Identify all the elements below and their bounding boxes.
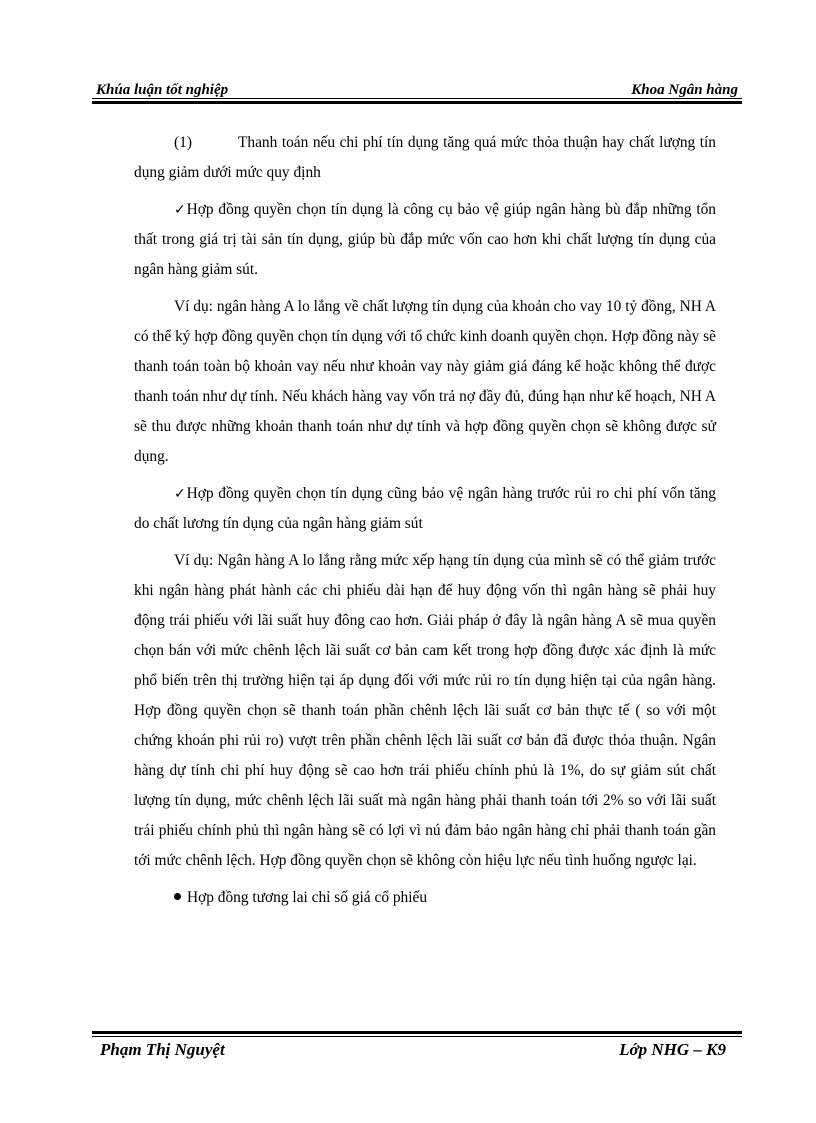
item-text: Thanh toán nếu chi phí tín dụng tăng quá mức thỏa thuận hay chất lượng tín dụng giảm dưới mức quy định [134,134,716,181]
document-body [134,128,716,920]
paragraph-text: Hợp đồng quyền chọn tín dụng là công cụ bảo vệ giúp ngân hàng bù đắp những tổn thất trong giá trị tài sản tín dụng, giúp bù đắp mức vốn cao hơn khi chất lượng tín dụng của ngân hàng giảm sút. [134,201,716,278]
footer-author: Phạm Thị Nguyệt [100,1040,225,1059]
item-number: (1) [174,134,192,151]
check-mark-icon: ✓ [174,486,187,502]
paragraph-check-2 [134,479,716,539]
page-footer [100,1040,726,1064]
numbered-item-1 [134,128,716,188]
paragraph-example-1: Ví dụ: ngân hàng A lo lắng về chất lượng tín dụng của khoản cho vay 10 tỷ đồng, NH A có thể ký hợp đồng quyền chọn tín dụng với tổ chức kinh doanh quyền chọn. Hợp đồng này sẽ thanh toán toàn bộ khoản vay nếu như khoản vay này giảm giá đáng kể hoặc không thể được thanh toán như dự tính. Nếu khách hàng vay vốn trả nợ đầy đủ, đúng hạn như kế hoạch, NH A sẽ thu được những khoản thanh toán như dự tính và hợp đồng quyền chọn sẽ không được sử dụng. [134,298,716,465]
paragraph-example-2: Ví dụ: Ngân hàng A lo lắng rằng mức xếp hạng tín dụng của mình sẽ có thể giảm trước khi ngân hàng phát hành các chi phiếu dài hạn để huy động vốn thì ngân hàng sẽ phải huy động trái phiếu với lãi suất huy đông cao hơn. Giải pháp ở đây là ngân hàng A sẽ mua quyền chọn bán với mức chênh lệch lãi suất cơ bản cam kết trong hợp đồng được xác định là mức phổ biến trên thị trường hiện tại áp dụng đối với mức rủi ro tín dụng hiện tại của ngân hàng. Hợp đồng quyền chọn sẽ thanh toán phần chênh lệch lãi suất cơ bản thực tế ( so với một chứng khoán phi rủi ro) vượt trên phần chênh lệch lãi suất cơ bản đã được thỏa thuận. Ngân hàng dự tính chi phí huy động sẽ cao hơn trái phiếu chính phủ là 1%, do sự giảm sút chất lượng tín dụng, mức chênh lệch lãi suất mà ngân hàng phải thanh toán tới 2% so với lãi suất trái phiếu chính phủ thì ngân hàng sẽ có lợi vì nú đảm bảo ngân hàng chỉ phải thanh toán gần tới mức chênh lệch. Hợp đồng quyền chọn sẽ không còn hiệu lực nếu tình huống ngược lại. [134,552,716,869]
bullet-icon [174,893,181,900]
check-mark-icon: ✓ [174,202,187,218]
header-divider-thick [92,101,742,104]
footer-divider-thick [92,1031,742,1034]
header-thesis-title: Khúa luận tốt nghiệp [96,82,229,98]
header-faculty: Khoa Ngân hàng [631,82,738,98]
paragraph-check-1 [134,195,716,285]
footer-divider-thin [92,1036,742,1037]
bullet-text: Hợp đồng tương lai chỉ số giá cổ phiếu [187,889,428,906]
footer-class: Lớp NHG – K9 [619,1040,726,1059]
bullet-item-1 [134,883,716,913]
header-divider-thin [92,98,742,99]
paragraph-text: Hợp đồng quyền chọn tín dụng cũng bảo vệ ngân hàng trước rủi ro chi phí vốn tăng do chất lương tín dụng của ngân hàng giảm sút [134,485,716,532]
